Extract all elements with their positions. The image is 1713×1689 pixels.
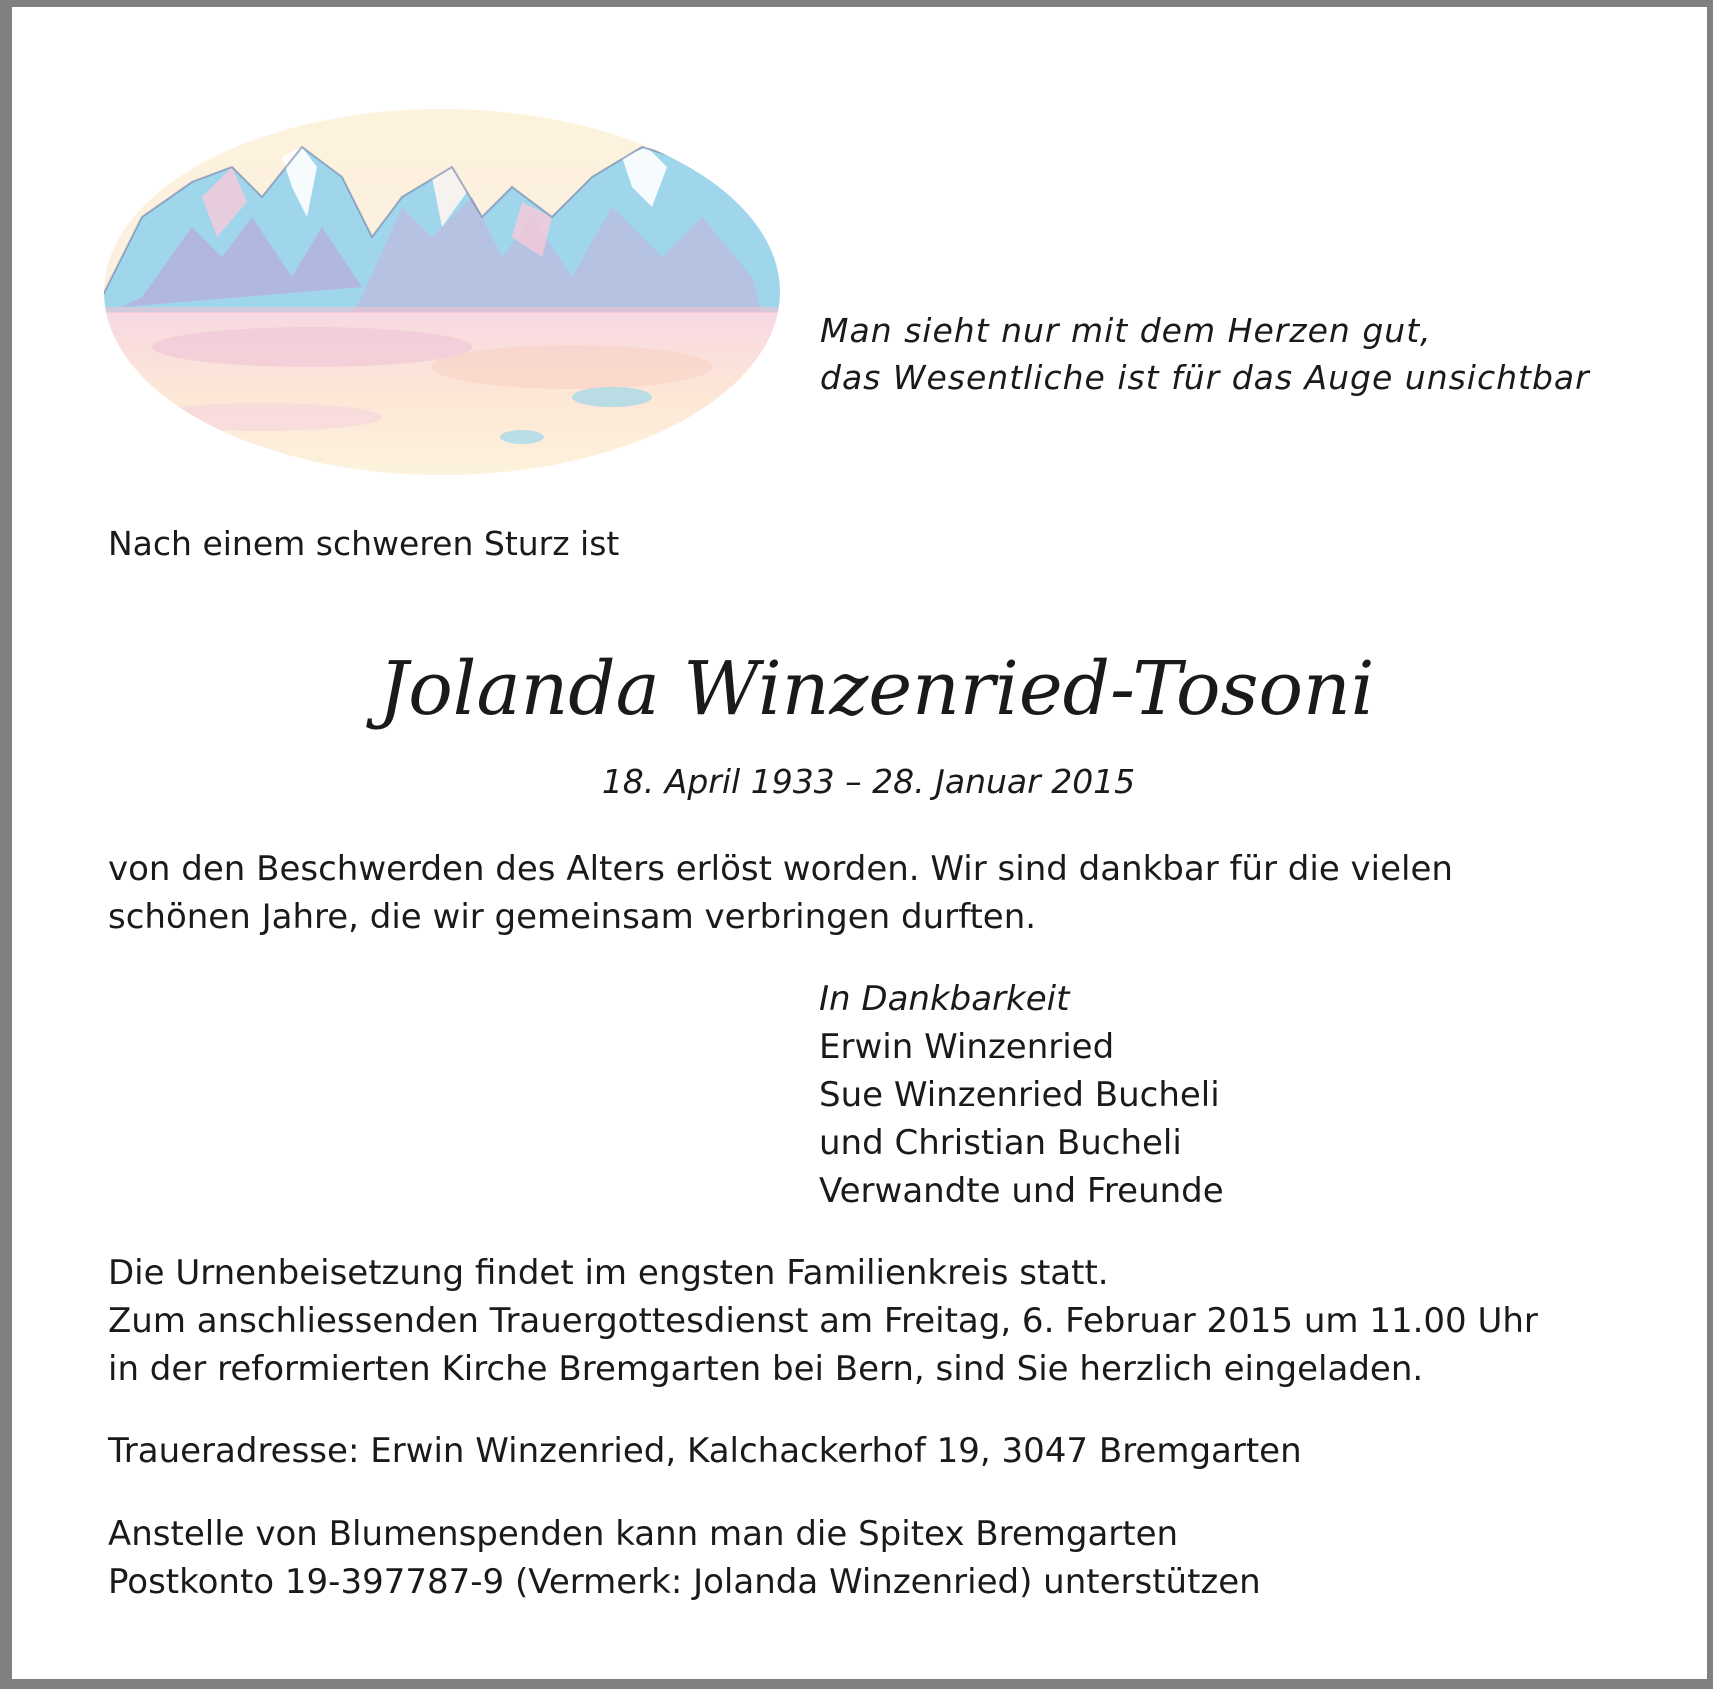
mountain-lake-painting bbox=[102, 107, 782, 477]
signer-name: Erwin Winzenried bbox=[819, 1027, 1115, 1067]
message-line-1: von den Beschwerden des Alters erlöst worden. Wir sind dankbar für die vielen bbox=[108, 849, 1453, 889]
quote-line-2: das Wesentliche ist für das Auge unsichtbar bbox=[820, 358, 1590, 397]
signer-name: und Christian Bucheli bbox=[819, 1123, 1182, 1163]
service-paragraph bbox=[108, 1249, 1538, 1393]
service-line-1: Die Urnenbeisetzung findet im engsten Familienkreis statt. bbox=[108, 1253, 1109, 1293]
service-line-3: in der reformierten Kirche Bremgarten bei Bern, sind Sie herzlich eingeladen. bbox=[108, 1349, 1424, 1389]
signer-name: Sue Winzenried Bucheli bbox=[819, 1075, 1220, 1115]
mourning-address: Traueradresse: Erwin Winzenried, Kalchackerhof 19, 3047 Bremgarten bbox=[108, 1431, 1302, 1471]
donation-paragraph bbox=[108, 1510, 1261, 1606]
life-dates: 18. April 1933 – 28. Januar 2015 bbox=[601, 762, 1136, 801]
service-line-2: Zum anschliessenden Trauergottesdienst am Freitag, 6. Februar 2015 um 11.00 Uhr bbox=[108, 1301, 1538, 1341]
message-paragraph bbox=[108, 845, 1453, 941]
message-line-2: schönen Jahre, die wir gemeinsam verbringen durften. bbox=[108, 897, 1037, 937]
quote bbox=[820, 307, 1590, 401]
signer-name: Verwandte und Freunde bbox=[819, 1171, 1224, 1211]
deceased-name: Jolanda Winzenried-Tosoni bbox=[378, 646, 1375, 732]
intro-text: Nach einem schweren Sturz ist bbox=[108, 524, 620, 563]
quote-line-1: Man sieht nur mit dem Herzen gut, bbox=[820, 311, 1432, 350]
signers-lead: In Dankbarkeit bbox=[819, 979, 1070, 1019]
donation-line-2: Postkonto 19-397787-9 (Vermerk: Jolanda Winzenried) unterstützen bbox=[108, 1562, 1261, 1602]
donation-line-1: Anstelle von Blumenspenden kann man die Spitex Bremgarten bbox=[108, 1514, 1179, 1554]
signers-block bbox=[819, 975, 1224, 1215]
